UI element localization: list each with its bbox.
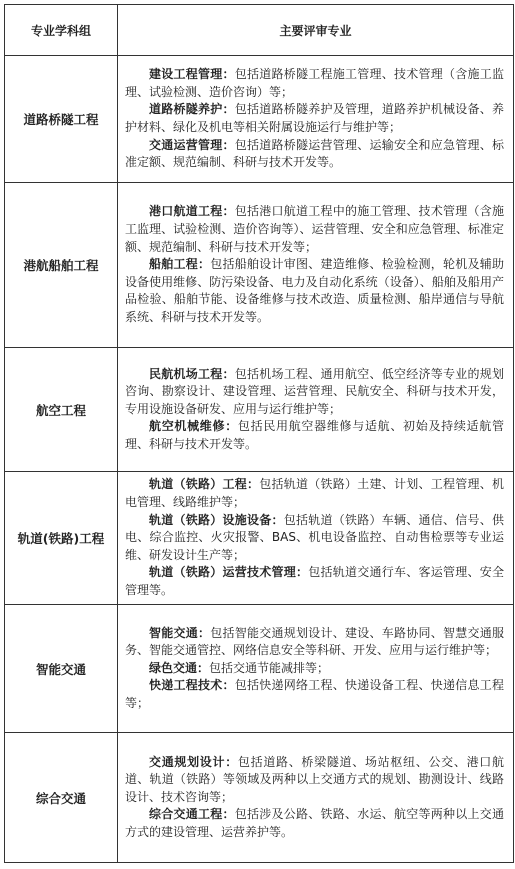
specialty-cell: [118, 348, 514, 472]
specialty-name: 港口航道工程：: [149, 204, 235, 219]
specialty-item: [125, 137, 504, 172]
specialty-text: 包括道路桥隧养护及管理，道路养护机械设备、养护材料、绿化及机电等相关附属设施运行与维护等；: [125, 102, 504, 134]
specialty-item: [125, 66, 504, 101]
specialty-name: 快递工程技术：: [149, 678, 235, 693]
specialty-item: [125, 677, 504, 712]
specialty-cell: [118, 472, 514, 605]
specialty-text: 包括智能交通规划设计、建设、车路协同、智慧交通服务、智能交通管控、网络信息安全等科研、开发、应用与运行维护等；: [125, 625, 504, 658]
specialty-name: 智能交通：: [149, 625, 211, 640]
specialty-text: 包括涉及公路、铁路、水运、航空等两种以上交通方式的建设管理、运营养护等。: [125, 807, 504, 839]
specialty-name: 建设工程管理：: [149, 67, 235, 82]
specialty-cell: [118, 733, 514, 863]
specialty-name: 轨道（铁路）运营技术管理：: [149, 565, 309, 580]
table-row: [5, 733, 514, 863]
specialty-text: 包括道路桥隧运营管理、运输安全和应急管理、标准定额、规范编制、科研与技术开发等。: [125, 137, 504, 170]
specialty-name: 轨道（铁路）工程：: [149, 477, 260, 492]
specialty-name: 民航机场工程：: [149, 366, 235, 381]
specialty-item: [125, 101, 504, 136]
header-discipline-group: 专业学科组: [5, 5, 118, 56]
specialty-item: [125, 366, 504, 419]
specialty-text: 包括民用航空器维修与适航、初始及持续适航管理、科研与技术开发等。: [125, 419, 504, 451]
specialty-name: 综合交通工程：: [149, 807, 235, 822]
table-row: [5, 605, 514, 733]
group-cell: 轨道(铁路)工程: [5, 472, 118, 605]
specialty-text: 包括轨道（铁路）土建、计划、工程管理、机电管理、线路维护等；: [125, 477, 504, 510]
specialty-cell: [118, 56, 514, 183]
specialty-item: [125, 625, 504, 660]
specialty-name: 交通运营管理：: [149, 137, 235, 152]
specialty-text: 包括快递网络工程、快递设备工程、快递信息工程等；: [125, 678, 504, 710]
table-row: [5, 56, 514, 183]
specialty-text: 包括交通节能减排等；: [209, 660, 330, 675]
specialty-name: 绿色交通：: [149, 660, 210, 675]
specialty-text: 包括轨道（铁路）车辆、通信、信号、供电、综合监控、火灾报警、BAS、机电设备监控、自动售检票等专业运维、研发设计生产等；: [125, 512, 504, 562]
header-main-specialties: 主要评审专业: [118, 5, 514, 56]
group-cell: 航空工程: [5, 348, 118, 472]
group-cell: 智能交通: [5, 605, 118, 733]
table-header-row: [5, 5, 514, 56]
specialty-text: 包括道路、桥梁隧道、场站枢纽、公交、港口航道、轨道（铁路）等领域及两种以上交通方式的规划、勘测设计、线路设计、技术咨询等；: [125, 754, 504, 804]
table-row: [5, 183, 514, 348]
specialty-item: [125, 512, 504, 565]
group-cell: 港航船舶工程: [5, 183, 118, 348]
specialty-item: [125, 564, 504, 599]
specialty-text: 包括道路桥隧工程施工管理、技术管理（含施工监理、试验检测、造价咨询）等；: [125, 67, 504, 99]
specialty-text: 包括船舶设计审图、建造维修、检验检测，轮机及辅助设备使用维修、防污染设备、电力及自动化系统（设备）、船舶及船用产品检验、船舶节能、设备维修与技术改造、质量检测、船岸通信与导航系统、科研与技术开发等。: [125, 257, 504, 324]
specialty-name: 航空机械维修：: [149, 419, 238, 434]
specialty-item: [125, 660, 504, 678]
table-row: [5, 472, 514, 605]
specialty-item: [125, 256, 504, 326]
specialty-item: [125, 754, 504, 807]
specialty-cell: [118, 183, 514, 348]
specialty-item: [125, 476, 504, 511]
specialty-name: 船舶工程：: [149, 257, 211, 272]
specialty-text: 包括港口航道工程中的施工管理、技术管理（含施工监理、试验检测、造价咨询等）、运营管理、安全和应急管理、标准定额、规范编制、科研与技术开发等；: [125, 204, 504, 254]
table-row: [5, 348, 514, 472]
specialty-item: [125, 203, 504, 256]
specialty-name: 轨道（铁路）设施设备：: [149, 512, 284, 527]
specialty-text: 包括机场工程、通用航空、低空经济等专业的规划咨询、勘察设计、建设管理、运营管理、民航安全、科研与技术开发，专用设施设备研发、应用与运行维护等；: [125, 366, 504, 416]
specialty-text: 包括轨道交通行车、客运管理、安全管理等。: [125, 565, 504, 597]
group-cell: 道路桥隧工程: [5, 56, 118, 183]
specialty-item: [125, 418, 504, 453]
group-cell: 综合交通: [5, 733, 118, 863]
specialty-name: 道路桥隧养护：: [149, 102, 235, 117]
specialty-item: [125, 806, 504, 841]
review-table: [4, 4, 514, 863]
specialty-cell: [118, 605, 514, 733]
specialty-name: 交通规划设计：: [149, 754, 238, 769]
